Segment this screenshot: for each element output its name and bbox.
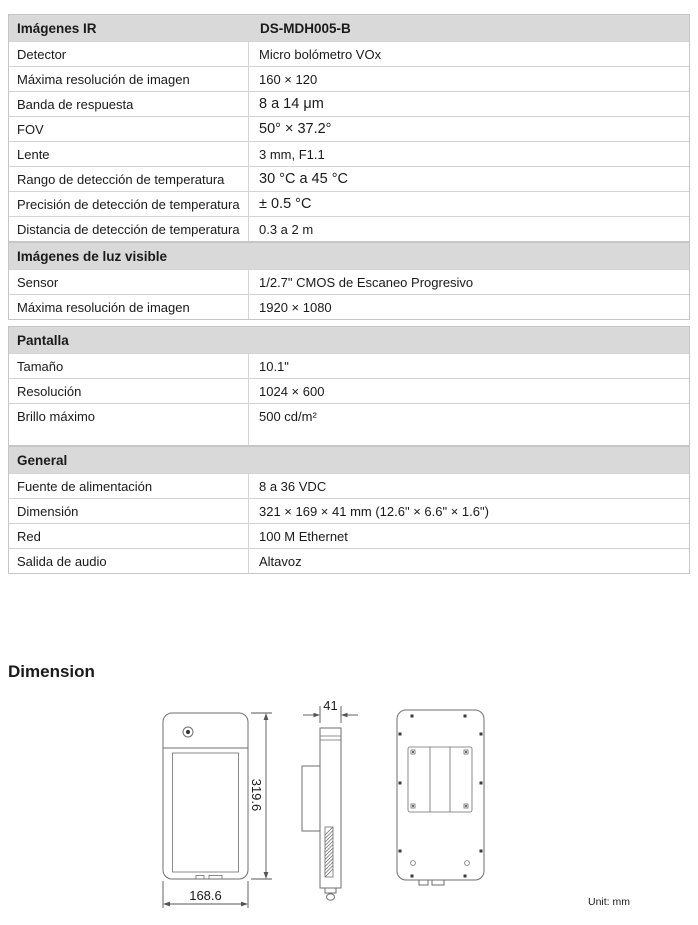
spec-name: Precisión de detección de temperatura	[9, 192, 249, 216]
spec-name: Fuente de alimentación	[9, 474, 249, 498]
table-row	[9, 166, 689, 191]
spec-name: Distancia de detección de temperatura	[9, 217, 249, 241]
table-row	[9, 378, 689, 403]
spec-name: Banda de respuesta	[9, 92, 249, 116]
spec-value: 8 a 14 μm	[259, 96, 324, 112]
spec-value: 50° × 37.2°	[259, 121, 332, 137]
unit-note: Unit: mm	[588, 896, 630, 908]
table-row	[9, 403, 689, 445]
spec-name: Rango de detección de temperatura	[9, 167, 249, 191]
table-section	[8, 326, 690, 446]
back-view-drawing	[397, 710, 484, 885]
section-header-label: Imágenes de luz visible	[17, 248, 168, 264]
spec-name: Salida de audio	[9, 549, 249, 573]
spec-name: FOV	[9, 117, 249, 141]
table-row	[9, 548, 689, 573]
dimension-section-title: Dimension	[8, 662, 95, 681]
spec-name: Tamaño	[9, 354, 249, 378]
spec-name: Máxima resolución de imagen	[9, 295, 249, 319]
section-header	[9, 446, 689, 473]
spec-name: Dimensión	[9, 499, 249, 523]
dimension-drawings	[0, 640, 698, 925]
height-dimension-label: 319.6	[249, 778, 264, 812]
table-row	[9, 498, 689, 523]
spec-value: ± 0.5 °C	[259, 196, 312, 212]
spec-value: 100 M Ethernet	[259, 529, 348, 544]
table-row	[9, 116, 689, 141]
table-section	[8, 242, 690, 320]
depth-dimension-label: 41	[323, 698, 338, 713]
table-row	[9, 353, 689, 378]
spec-name: Brillo máximo	[9, 404, 249, 445]
section-header-label: Pantalla	[17, 332, 69, 348]
spec-value: 30 °C a 45 °C	[259, 171, 348, 187]
screw-holes	[399, 715, 483, 878]
spec-value: 3 mm, F1.1	[259, 147, 325, 162]
spec-value: Micro bolómetro VOx	[259, 47, 382, 62]
spec-table	[8, 14, 690, 574]
height-dimension	[249, 713, 272, 879]
width-dimension	[163, 881, 248, 908]
depth-dimension	[303, 698, 358, 723]
section-header	[9, 14, 689, 41]
mount-bracket-drawing	[302, 766, 320, 831]
table-section	[8, 14, 690, 242]
side-view-drawing	[302, 728, 341, 900]
spec-value: 321 × 169 × 41 mm (12.6" × 6.6" × 1.6")	[259, 504, 489, 519]
table-row	[9, 41, 689, 66]
section-header-model: DS-MDH005-B	[260, 20, 351, 36]
table-section	[8, 446, 690, 574]
screen-area-drawing	[173, 753, 239, 872]
spec-value: Altavoz	[259, 554, 302, 569]
table-row	[9, 66, 689, 91]
spec-name: Máxima resolución de imagen	[9, 67, 249, 91]
spec-value: 160 × 120	[259, 72, 318, 87]
spec-value: 8 a 36 VDC	[259, 479, 327, 494]
spec-value: 10.1"	[259, 359, 289, 374]
section-header-label: Imágenes IR	[17, 20, 97, 36]
section-header-label: General	[17, 452, 68, 468]
table-row	[9, 269, 689, 294]
vent-slot-drawing	[325, 827, 333, 877]
table-row	[9, 216, 689, 241]
table-row	[9, 294, 689, 319]
width-dimension-label: 168.6	[189, 888, 222, 903]
table-row	[9, 523, 689, 548]
spec-value: 500 cd/m²	[259, 409, 317, 424]
spec-name: Lente	[9, 142, 249, 166]
table-row	[9, 91, 689, 116]
spec-value: 0.3 a 2 m	[259, 222, 314, 237]
section-header	[9, 242, 689, 269]
spec-name: Sensor	[9, 270, 249, 294]
spec-value: 1/2.7" CMOS de Escaneo Progresivo	[259, 275, 474, 290]
spec-name: Resolución	[9, 379, 249, 403]
table-row	[9, 141, 689, 166]
spec-name: Red	[9, 524, 249, 548]
front-view-drawing	[163, 713, 248, 879]
mount-plate-drawing	[408, 747, 472, 812]
section-header	[9, 326, 689, 353]
spec-value: 1024 × 600	[259, 384, 325, 399]
table-row	[9, 191, 689, 216]
table-row	[9, 473, 689, 498]
spec-name: Detector	[9, 42, 249, 66]
spec-value: 1920 × 1080	[259, 300, 332, 315]
